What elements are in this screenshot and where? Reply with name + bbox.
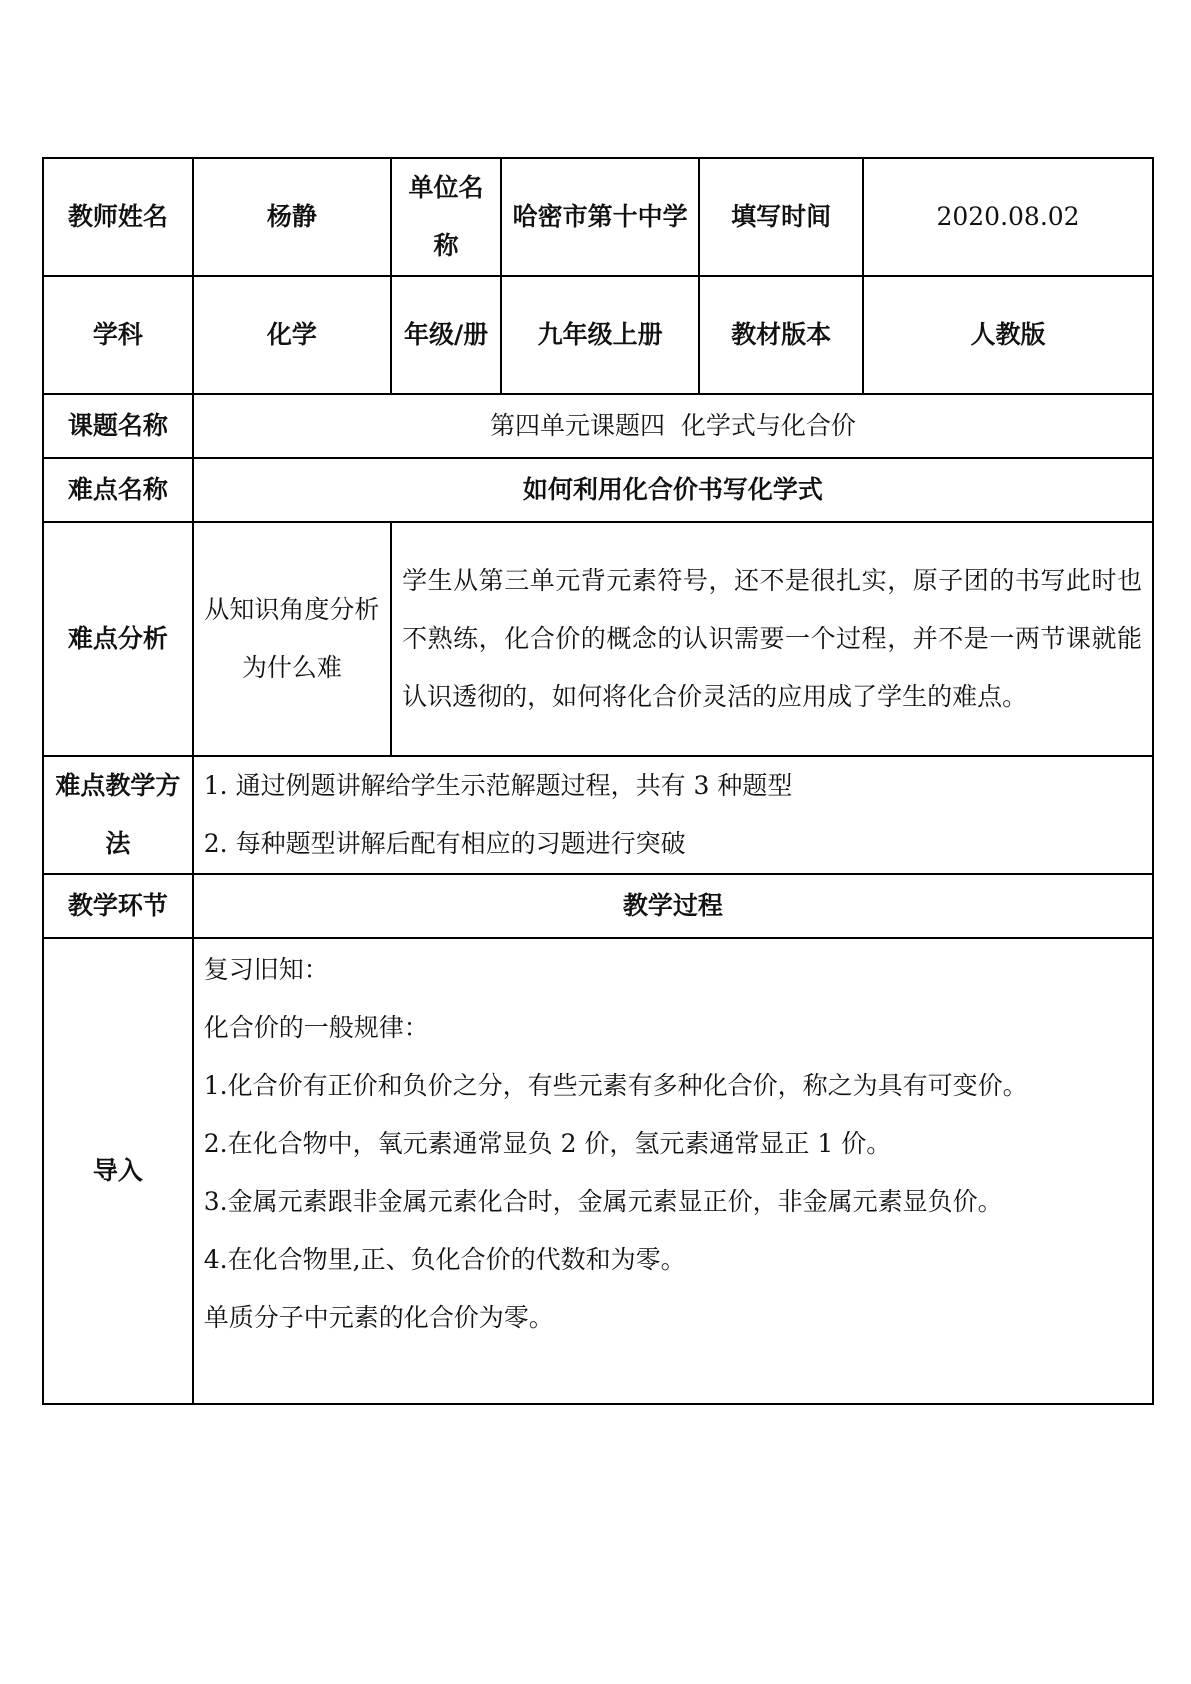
- method-row: [43, 756, 1153, 874]
- info-row-1: [43, 158, 1153, 276]
- subject-value: 化学: [193, 276, 391, 394]
- process-label: 教学过程: [193, 874, 1153, 938]
- intro-line: 2.在化合物中，氧元素通常显负 2 价，氢元素通常显正 1 价。: [203, 1129, 892, 1158]
- intro-content: [193, 938, 1153, 1404]
- date-label: 填写时间: [699, 158, 863, 276]
- analysis-label: 难点分析: [43, 522, 193, 756]
- date-value: 2020.08.02: [863, 158, 1153, 276]
- intro-line: 4.在化合物里,正、负化合价的代数和为零。: [203, 1245, 686, 1274]
- difficulty-value: 如何利用化合价书写化学式: [193, 458, 1153, 522]
- analysis-row: [43, 522, 1153, 756]
- edition-value: 人教版: [863, 276, 1153, 394]
- subject-label: 学科: [43, 276, 193, 394]
- lesson-plan-table: [42, 157, 1154, 1405]
- intro-line: 1.化合价有正价和负价之分，有些元素有多种化合价，称之为具有可变价。: [203, 1071, 1028, 1100]
- topic-label: 课题名称: [43, 394, 193, 458]
- topic-row: [43, 394, 1153, 458]
- difficulty-row: [43, 458, 1153, 522]
- method-list: [193, 756, 1153, 874]
- process-header-row: [43, 874, 1153, 938]
- analysis-sub-label: 从知识角度分析为什么难: [193, 522, 391, 756]
- intro-line: 化合价的一般规律：: [203, 1013, 429, 1042]
- edition-label: 教材版本: [699, 276, 863, 394]
- method-label: 难点教学方法: [43, 756, 193, 874]
- intro-line: 单质分子中元素的化合价为零。: [203, 1303, 554, 1332]
- intro-label: 导入: [43, 938, 193, 1404]
- unit-name: 哈密市第十中学: [501, 158, 699, 276]
- method-item: 1. 通过例题讲解给学生示范解题过程，共有 3 种题型: [203, 771, 793, 800]
- teacher-label: 教师姓名: [43, 158, 193, 276]
- intro-line: 复习旧知：: [203, 955, 329, 984]
- stage-label: 教学环节: [43, 874, 193, 938]
- topic-value: 第四单元课题四 化学式与化合价: [193, 394, 1153, 458]
- unit-label: 单位名称: [391, 158, 501, 276]
- analysis-text: 学生从第三单元背元素符号，还不是很扎实，原子团的书写此时也不熟练，化合价的概念的认识需要一个过程，并不是一两节课就能认识透彻的，如何将化合价灵活的应用成了学生的难点。: [391, 522, 1153, 756]
- info-row-2: [43, 276, 1153, 394]
- teacher-name: 杨静: [193, 158, 391, 276]
- grade-value: 九年级上册: [501, 276, 699, 394]
- intro-line: 3.金属元素跟非金属元素化合时，金属元素显正价，非金属元素显负价。: [203, 1187, 1003, 1216]
- difficulty-label: 难点名称: [43, 458, 193, 522]
- method-item: 2. 每种题型讲解后配有相应的习题进行突破: [203, 829, 686, 858]
- grade-label: 年级/册: [391, 276, 501, 394]
- intro-row: [43, 938, 1153, 1404]
